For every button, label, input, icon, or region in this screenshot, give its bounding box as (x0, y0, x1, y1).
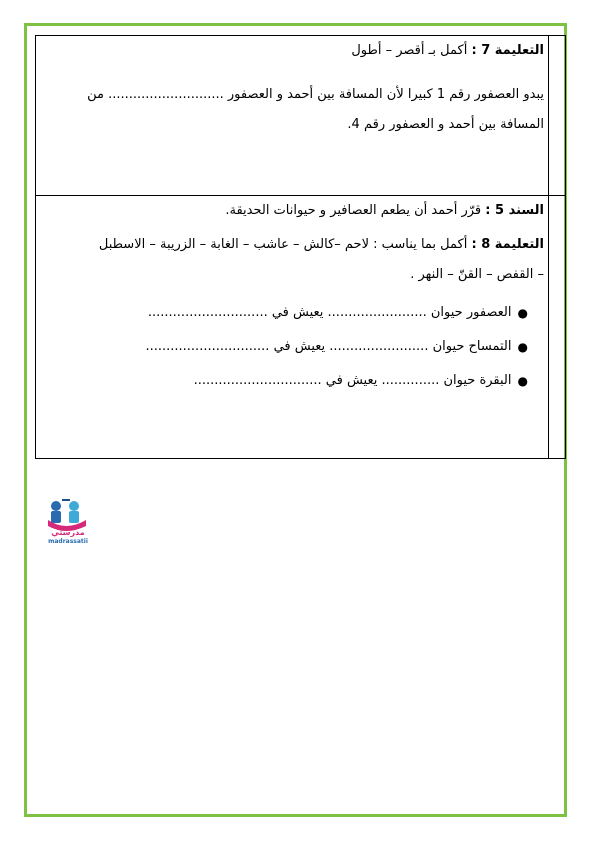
instruction-7-row (36, 36, 565, 196)
bullet-icon: ● (517, 340, 528, 354)
logo-name: مدرستي (51, 528, 85, 537)
support-5-row (36, 196, 565, 458)
instruction-7-line2: المسافة بين أحمد و العصفور رقم 4. (347, 117, 544, 132)
support-5-text: قرّر أحمد أن يطعم العصافير و حيوانات الحديقة. (225, 203, 482, 218)
list-item-text: التمساح حيوان ........................ يعيش في .............................. (145, 339, 512, 354)
instruction-7-line1: يبدو العصفور رقم 1 كبيرا لأن المسافة بين أحمد و العصفور ............................ من (87, 87, 544, 102)
support-5-label: السند 5 : (485, 203, 544, 218)
list-item (36, 364, 534, 398)
instruction-7-cell (36, 36, 544, 195)
list-item (36, 330, 534, 364)
instruction-8-text: أكمل بما يناسب : لاحم –كالش – عاشب – الغابة – الزريبة – الاسطبل (98, 237, 468, 252)
exercise-table (35, 35, 566, 459)
list-item-text: البقرة حيوان .............. يعيش في ............................... (193, 373, 512, 388)
list-item-text: العصفور حيوان ........................ يعيش في ............................. (147, 305, 512, 320)
list-item (36, 296, 534, 330)
instruction-8-label: التعليمة 8 : (471, 237, 544, 252)
instruction-8-text-cont: – القفص – القنّ – النهر . (410, 267, 544, 282)
support-5-cell (36, 196, 544, 458)
support-5-heading (36, 196, 544, 226)
bullet-icon: ● (517, 374, 528, 388)
instruction-7-heading (36, 36, 544, 66)
logo-icon (42, 496, 92, 532)
instruction-8-heading (36, 230, 544, 260)
bullet-icon: ● (517, 306, 528, 320)
logo-text (42, 528, 94, 546)
instruction-7-label: التعليمة 7 : (471, 43, 544, 58)
logo-subtitle: madrassatii (48, 538, 88, 545)
instruction-7-text: أكمل بـ أقصر – أطول (351, 43, 468, 58)
fill-list (36, 296, 544, 398)
